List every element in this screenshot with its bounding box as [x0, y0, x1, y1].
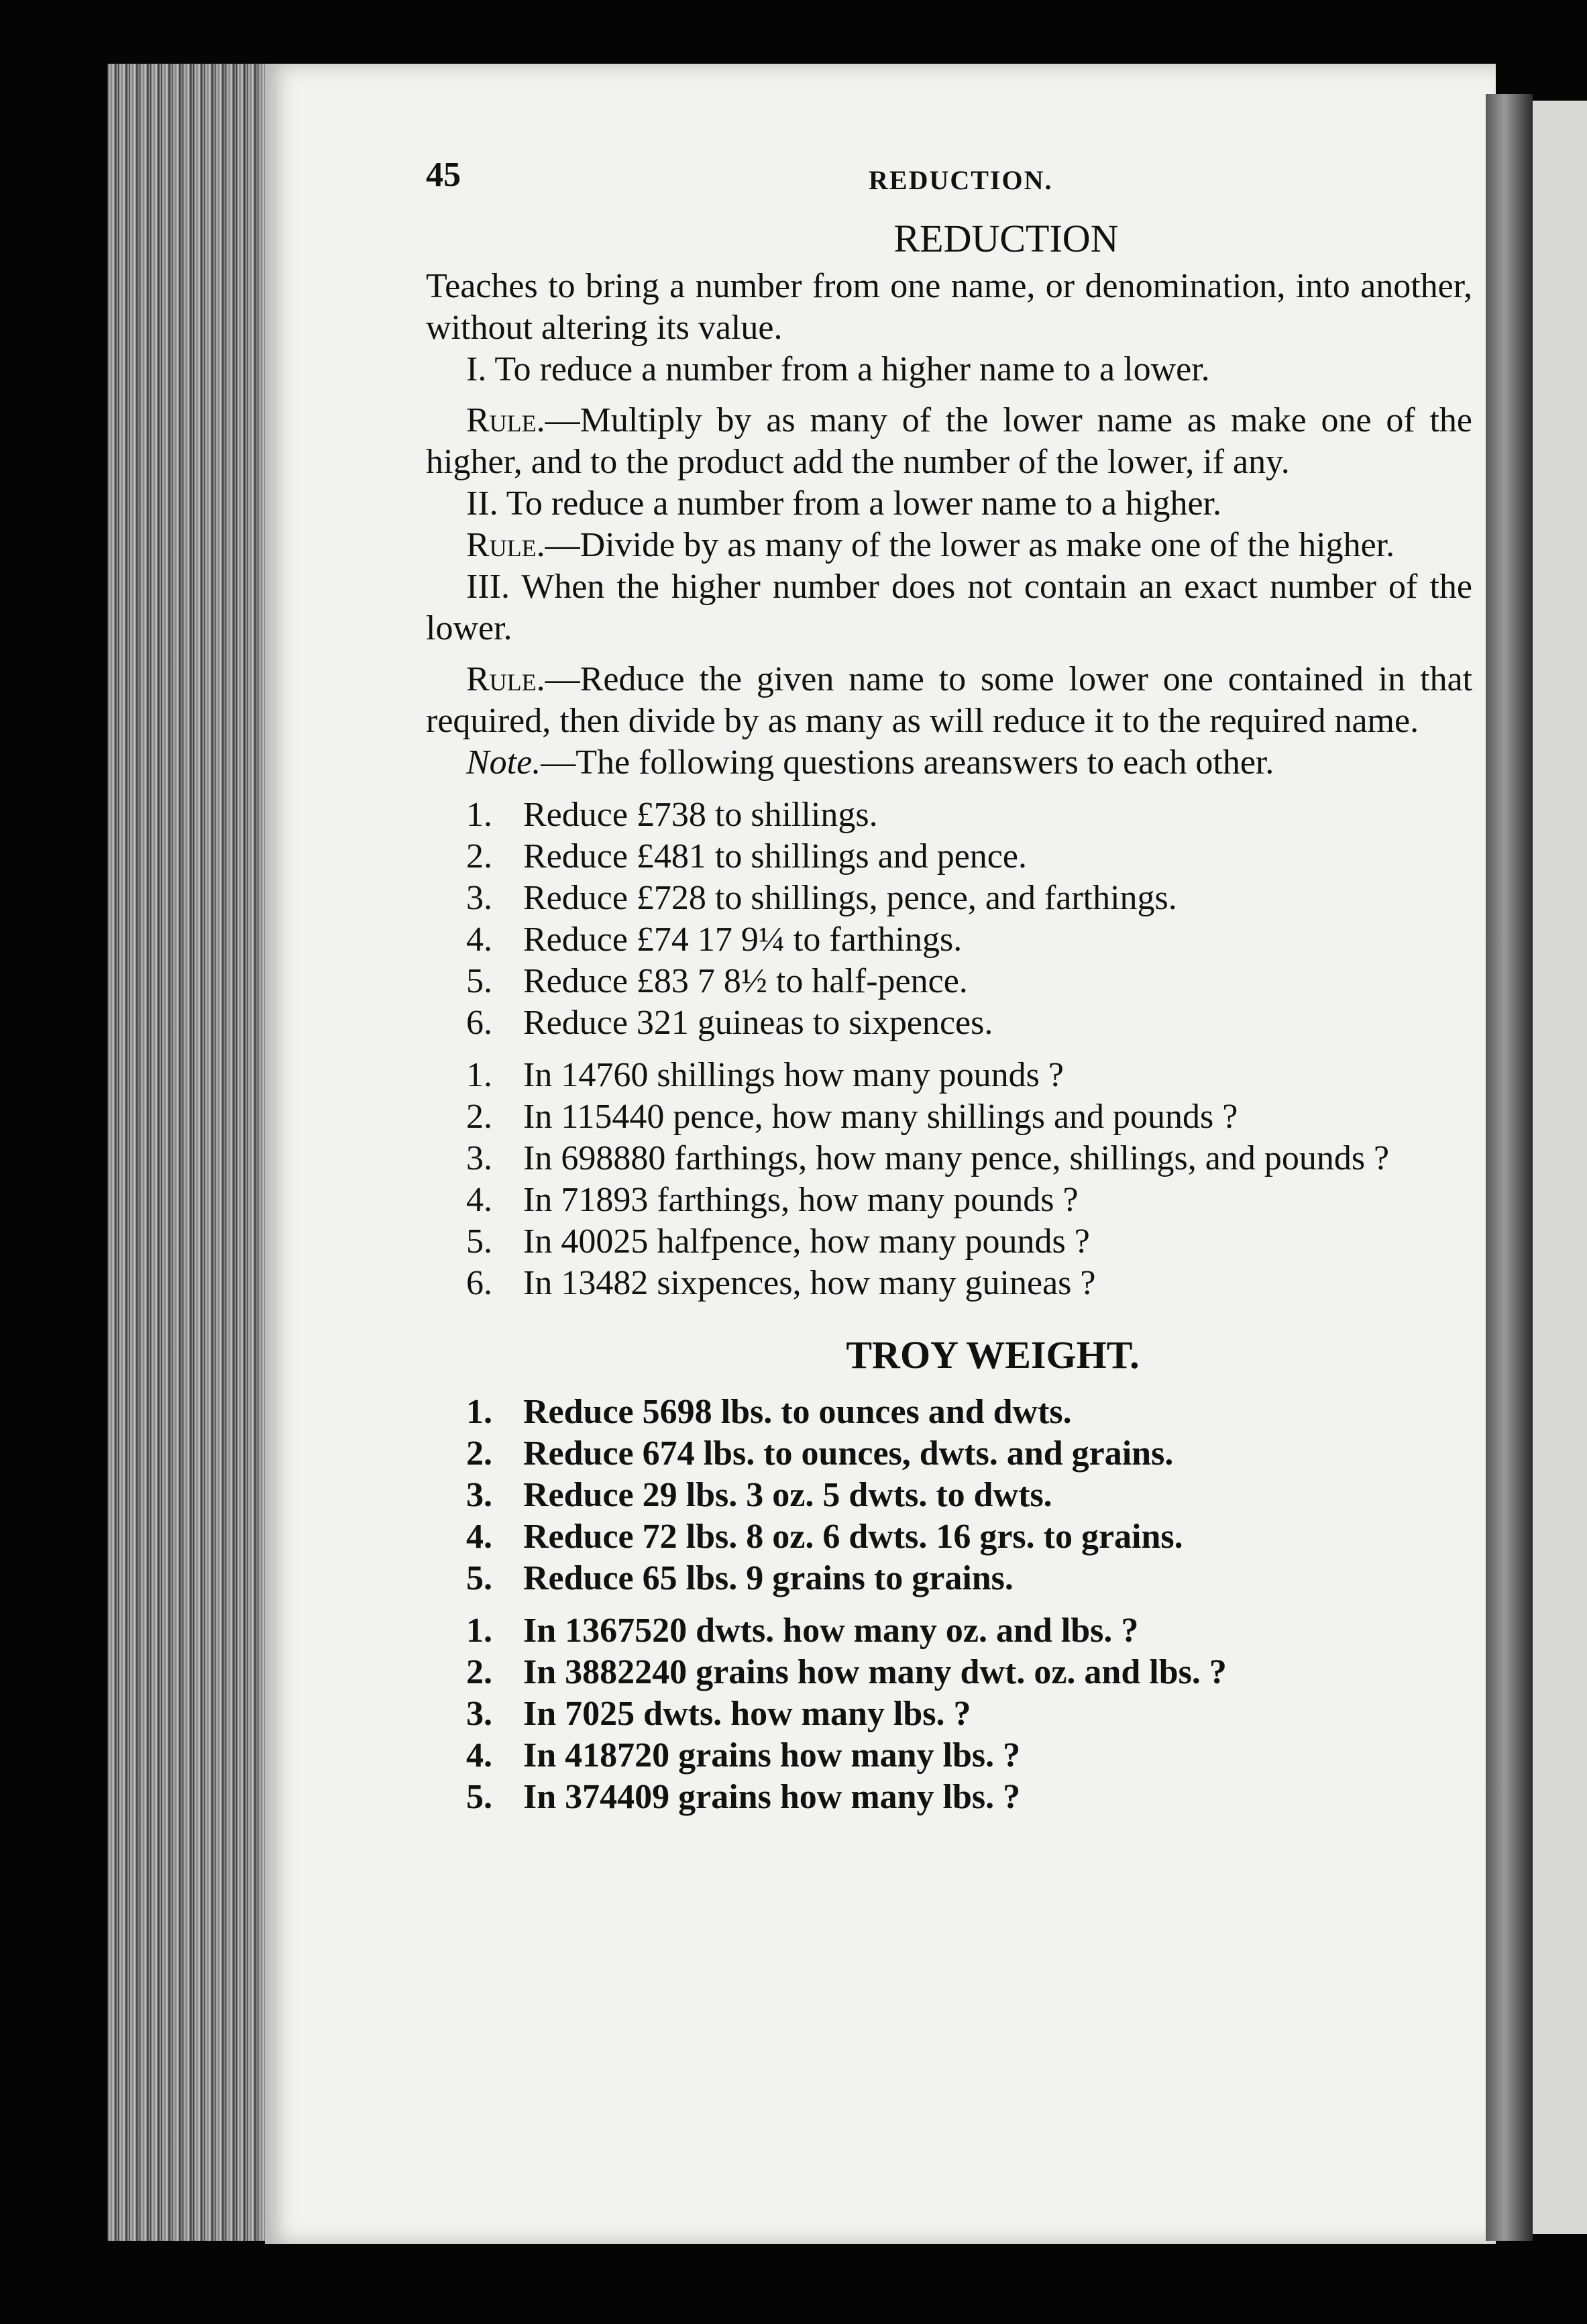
list-item [426, 1096, 1472, 1138]
item-number: 2. [466, 837, 492, 876]
page-content [426, 154, 1472, 1818]
rule-two [426, 525, 1472, 566]
running-head-title: REDUCTION. [869, 165, 1053, 195]
adjacent-page-edge [1533, 101, 1587, 2234]
item-text: In 14760 shillings how many pounds ? [523, 1056, 1064, 1094]
list-item [426, 1693, 1472, 1735]
list-item [426, 1391, 1472, 1433]
money-answers-list [426, 1055, 1472, 1304]
item-number: 2. [466, 1098, 492, 1136]
list-item [426, 1777, 1472, 1818]
item-number: 2. [466, 1653, 492, 1691]
item-number: 1. [466, 1393, 492, 1431]
item-text: Reduce £738 to shillings. [523, 796, 878, 834]
item-number: 4. [466, 1181, 492, 1219]
item-text: Reduce 29 lbs. 3 oz. 5 dwts. to dwts. [523, 1476, 1052, 1514]
item-number: 4. [466, 1518, 492, 1556]
list-item [426, 836, 1472, 878]
list-item [426, 1138, 1472, 1179]
item-text: In 1367520 dwts. how many oz. and lbs. ? [523, 1612, 1139, 1650]
item-text: Reduce 674 lbs. to ounces, dwts. and grains. [523, 1434, 1174, 1473]
item-number: 3. [466, 1695, 492, 1733]
rule-text: —Divide by as many of the lower as make one of the higher. [545, 526, 1395, 564]
list-item [426, 961, 1472, 1002]
item-text: In 115440 pence, how many shillings and pounds ? [523, 1098, 1238, 1136]
item-text: In 7025 dwts. how many lbs. ? [523, 1695, 971, 1733]
book-gutter [1486, 94, 1533, 2241]
item-text: Reduce £728 to shillings, pence, and farthings. [523, 879, 1177, 917]
troy-weight-title: TROY WEIGHT. [846, 1333, 1140, 1377]
intro-paragraph: Teaches to bring a number from one name, or denomination, into another, without altering its value. [426, 267, 1472, 347]
item-text: Reduce £481 to shillings and pence. [523, 837, 1027, 876]
case-one: I. To reduce a number from a higher name to a lower. [466, 350, 1210, 388]
book-page-edges [107, 64, 282, 2241]
item-text: Reduce 321 guineas to sixpences. [523, 1004, 993, 1042]
case-three: III. When the higher number does not contain an exact number of the lower. [426, 568, 1472, 647]
item-number: 1. [466, 1056, 492, 1094]
item-text: In 374409 grains how many lbs. ? [523, 1778, 1021, 1816]
item-number: 5. [466, 1778, 492, 1816]
item-number: 6. [466, 1264, 492, 1302]
list-item [426, 919, 1472, 961]
section-title: REDUCTION [893, 217, 1119, 260]
item-number: 3. [466, 1139, 492, 1177]
page-number: 45 [426, 156, 461, 194]
item-text: In 40025 halfpence, how many pounds ? [523, 1222, 1090, 1261]
running-head [426, 154, 1472, 215]
note-paragraph [426, 742, 1472, 784]
rule-text: —Multiply by as many of the lower name as make one of the higher, and to the product add the number of the lower, if any. [426, 401, 1472, 481]
list-item [426, 1475, 1472, 1516]
list-item [426, 1735, 1472, 1777]
list-item [426, 1610, 1472, 1652]
item-text: Reduce 65 lbs. 9 grains to grains. [523, 1559, 1014, 1597]
item-text: Reduce £74 17 9¼ to farthings. [523, 920, 963, 959]
rule-one [426, 400, 1472, 483]
item-number: 4. [466, 1736, 492, 1775]
item-number: 6. [466, 1004, 492, 1042]
item-number: 3. [466, 879, 492, 917]
list-item [426, 1179, 1472, 1221]
troy-questions-list [426, 1391, 1472, 1599]
case-two: II. To reduce a number from a lower name to a higher. [466, 484, 1221, 523]
item-number: 2. [466, 1434, 492, 1473]
item-text: Reduce 72 lbs. 8 oz. 6 dwts. 16 grs. to grains. [523, 1518, 1183, 1556]
rule-keyword: Rule. [466, 526, 545, 564]
note-text: —The following questions areanswers to each other. [541, 743, 1274, 782]
item-text: In 418720 grains how many lbs. ? [523, 1736, 1021, 1775]
note-keyword: Note. [466, 743, 541, 782]
item-text: In 13482 sixpences, how many guineas ? [523, 1264, 1096, 1302]
list-item [426, 878, 1472, 919]
item-number: 1. [466, 1612, 492, 1650]
list-item [426, 1221, 1472, 1263]
item-number: 5. [466, 1222, 492, 1261]
item-text: Reduce £83 7 8½ to half-pence. [523, 962, 968, 1000]
item-text: Reduce 5698 lbs. to ounces and dwts. [523, 1393, 1072, 1431]
item-text: In 71893 farthings, how many pounds ? [523, 1181, 1079, 1219]
money-questions-list [426, 794, 1472, 1044]
troy-answers-list [426, 1610, 1472, 1818]
rule-keyword: Rule. [466, 660, 545, 698]
list-item [426, 1652, 1472, 1693]
list-item [426, 1558, 1472, 1599]
item-text: In 698880 farthings, how many pence, shillings, and pounds ? [523, 1139, 1390, 1177]
list-item [426, 1263, 1472, 1304]
rule-three [426, 659, 1472, 742]
item-text: In 3882240 grains how many dwt. oz. and lbs. ? [523, 1653, 1227, 1691]
list-item [426, 1516, 1472, 1558]
item-number: 3. [466, 1476, 492, 1514]
item-number: 5. [466, 1559, 492, 1597]
item-number: 1. [466, 796, 492, 834]
list-item [426, 1002, 1472, 1044]
list-item [426, 1433, 1472, 1475]
item-number: 5. [466, 962, 492, 1000]
item-number: 4. [466, 920, 492, 959]
list-item [426, 1055, 1472, 1096]
rule-keyword: Rule. [466, 401, 545, 439]
list-item [426, 794, 1472, 836]
rule-text: —Reduce the given name to some lower one contained in that required, then divide by as many as will reduce it to the required name. [426, 660, 1472, 740]
